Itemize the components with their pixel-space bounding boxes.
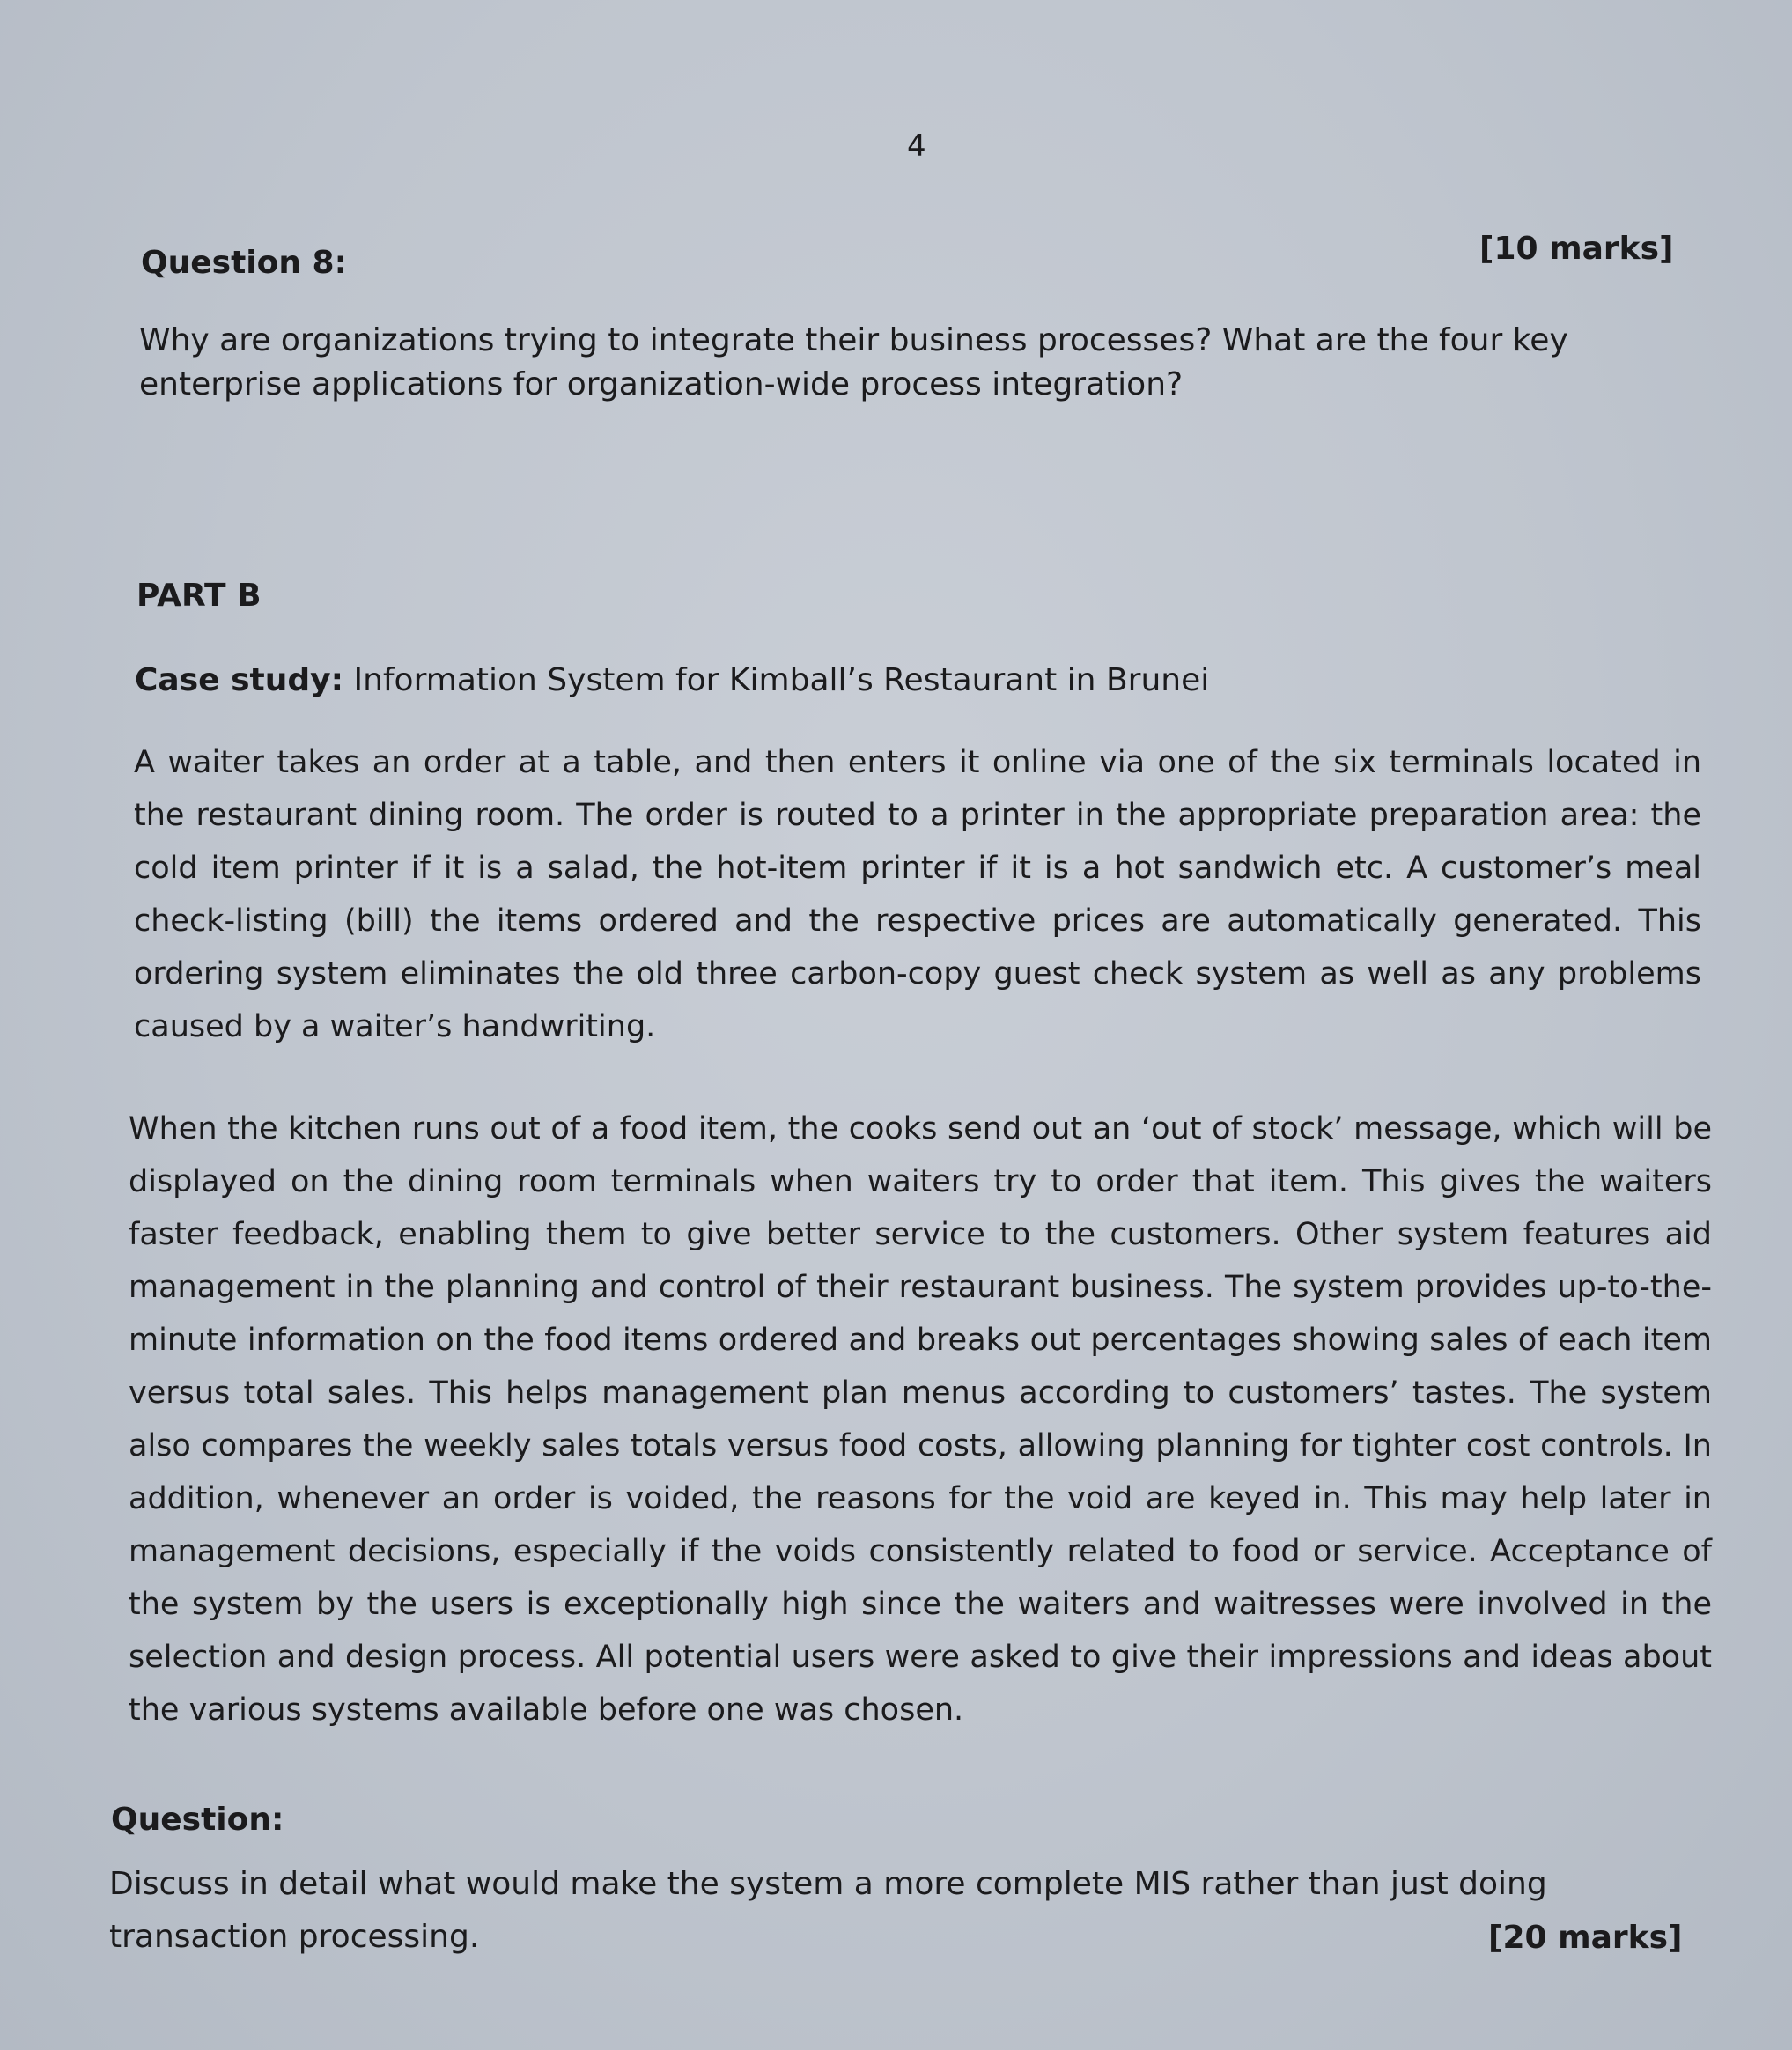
question-8-marks: [10 marks]: [1479, 231, 1674, 267]
part-b-question-marks: [20 marks]: [1488, 1920, 1683, 1956]
case-study-label: Case study:: [135, 662, 343, 698]
case-paragraph-2: When the kitchen runs out of a food item, the cooks send out an ‘out of stock’ message, which will be displayed on the dining room terminals when waiters try to order that item. This gives the waiters faster feedback, enabling them to give better service to the customers. Other system features aid management in the planning and control of their restaurant business. The system provides up-to-the-minute information on the food items ordered and breaks out percentages showing sales of each item versus total sales. This helps management plan menus according to customers’ tastes. The system also compares the weekly sales totals versus food costs, allowing planning for tighter cost controls. In addition, whenever an order is voided, the reasons for the void are keyed in. This may help later in management decisions, especially if the voids consistently related to food or service. Acceptance of the system by the users is exceptionally high since the waiters and waitresses were involved in the selection and design process. All potential users were asked to give their impressions and ideas about the various systems available before one was chosen.: [129, 1111, 1712, 1728]
case-paragraph-1: A waiter takes an order at a table, and then enters it online via one of the six terminals located in the restaurant dining room. The order is routed to a printer in the appropriate preparation area: the cold item printer if it is a salad, the hot-item printer if it is a hot sandwich etc. A customer’s meal check-listing (bill) the items ordered and the respective prices are automatically generated. This ordering system eliminates the old three carbon-copy guest check system as well as any problems caused by a waiter’s handwriting.: [134, 745, 1701, 1044]
case-study-title: Information System for Kimball’s Restaurant in Brunei: [353, 662, 1210, 698]
question-8-title: Question 8:: [141, 245, 347, 281]
question-8-text: Why are organizations trying to integrate their business processes? What are the four key enterprise applications for organization-wide process integration?: [139, 322, 1568, 402]
case-study-heading: [135, 662, 1209, 698]
part-b-question-text: Discuss in detail what would make the system a more complete MIS rather than just doing transaction processing.: [109, 1866, 1547, 1955]
page-number: 4: [907, 129, 926, 164]
part-b-heading: PART B: [136, 578, 262, 614]
part-b-question-label: Question:: [111, 1802, 284, 1838]
